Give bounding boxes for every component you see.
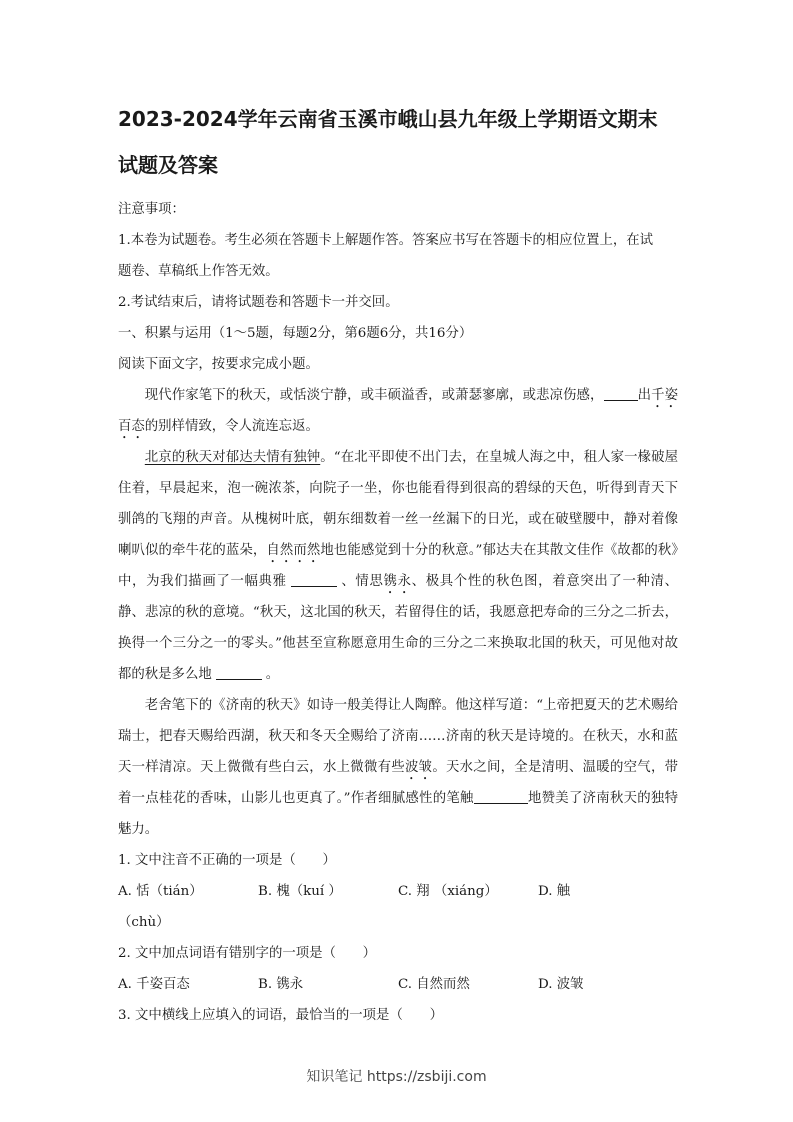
q1-option-d-continued: （chù） [118,915,170,930]
underlined-sentence: 北京的秋天对郁达夫情有独钟 [144,450,321,465]
question-1: 1. 文中注音不正确的一项是（ ） [118,853,336,868]
title-line-2: 试题及答案 [118,153,218,177]
question-3: 3. 文中横线上应填入的词语，最恰当的一项是（ ） [118,1008,444,1023]
notice-heading: 注意事项： [118,202,185,217]
document-page [118,96,678,1031]
footer-watermark: 知识笔记 https://zsbiji.com [306,1069,487,1085]
p1-text-c: 的别样情致，令人流连忘返。 [144,419,319,434]
q1-option-a: A. 恬（tián） [118,884,203,899]
p2-text-c: 、情思 [340,574,384,589]
reading-instruction: 阅读下面文字，按要求完成小题。 [118,357,319,372]
dotted-word-ziran: 自然而然 [266,543,321,558]
q2-option-a: A. 千姿百态 [118,977,190,992]
passage-paragraph-3 [118,690,678,845]
q1-option-c: C. 翔 （xiáng） [398,884,498,899]
dotted-word-qianzi: 千姿百态 [118,388,679,434]
q1-option-d: D. 触 [538,884,571,899]
p1-text-a: 现代作家笔下的秋天，或恬淡宁静，或丰硕溢香，或萧瑟寥廓，或悲凉伤感， [144,388,604,403]
q2-option-c: C. 自然而然 [398,977,470,992]
fill-blank-2 [291,572,337,587]
question-1-options [118,876,678,907]
notice-item-1a: 1.本卷为试题卷。考生必须在答题卡上解题作答。答案应书写在答题卡的相应位置上，在试 [118,233,654,248]
p2-text-e: 。 [265,667,280,682]
fill-blank-4 [474,789,528,804]
question-2-options [118,969,678,1000]
dotted-word-juanyong: 镌永 [383,574,412,589]
p2-text-b: 地也能感觉到十分的秋意。”郁达夫在其散文佳作《故都的秋》中，为我们描画了一幅典雅 [118,543,679,589]
passage-paragraph-1 [118,380,678,442]
p2-text-d: 、极具个性的秋色图，着意突出了一种清、静、悲凉的秋的意境。“秋天，这北国的秋天，若留得住的话，我愿意把寿命的三分之二折去，换得一个三分之一的零头。”他甚至宣称愿意用生命的三分之二来换取北国的秋天，可见他对故都的秋是多么地 [118,574,679,682]
p3-text-a: 老舍笔下的《济南的秋天》如诗一般美得让人陶醉。他这样写道：“上帝把夏天的艺术赐给瑞士，把春天赐给西湖，秋天和冬天全赐给了济南……济南的秋天是诗境的。在秋天，水和蓝天一样清凉。天上微微有些白云，水上微微有些 [118,698,678,775]
q2-option-b: B. 镌永 [258,977,304,992]
p3-text-c: 地赞美了济南秋天的独特魅力。 [118,791,678,837]
p1-text-b: 出 [637,388,652,403]
dotted-word-bozhou: 波皱 [404,760,433,775]
p2-text-a: 。“在北平即使不出门去，在皇城人海之中，租人家一椽破屋住着，早晨起来，泡一碗浓茶，向院子一坐，你也能看得到很高的碧绿的天色，听得到青天下驯鸽的飞翔的声音。从槐树叶底，朝东细数着一丝一丝漏下的日光，或在破壁腰中，静对着像喇叭似的牵牛花的蓝朵， [118,450,679,558]
p3-text-b: 。天水之间，全是清明、温暖的空气，带着一点桂花的香味，山影儿也更真了。”作者细腻感性的笔触 [118,760,679,806]
section-heading: 一、积累与运用（1～5题，每题2分，第6题6分，共16分） [118,326,473,341]
question-2: 2. 文中加点词语有错别字的一项是（ ） [118,946,377,961]
notice-item-2: 2.考试结束后，请将试题卷和答题卡一并交回。 [118,295,399,310]
q2-option-d: D. 波皱 [538,977,584,992]
notice-item-1b: 题卷、草稿纸上作答无效。 [118,264,279,279]
q1-option-b: B. 槐（kuí ） [258,884,342,899]
fill-blank-3 [216,665,262,680]
passage-paragraph-2 [118,442,678,690]
title-line-1: 2023-2024学年云南省玉溪市峨山县九年级上学期语文期末 [118,107,658,131]
document-title [118,96,678,188]
fill-blank-1 [604,386,638,401]
